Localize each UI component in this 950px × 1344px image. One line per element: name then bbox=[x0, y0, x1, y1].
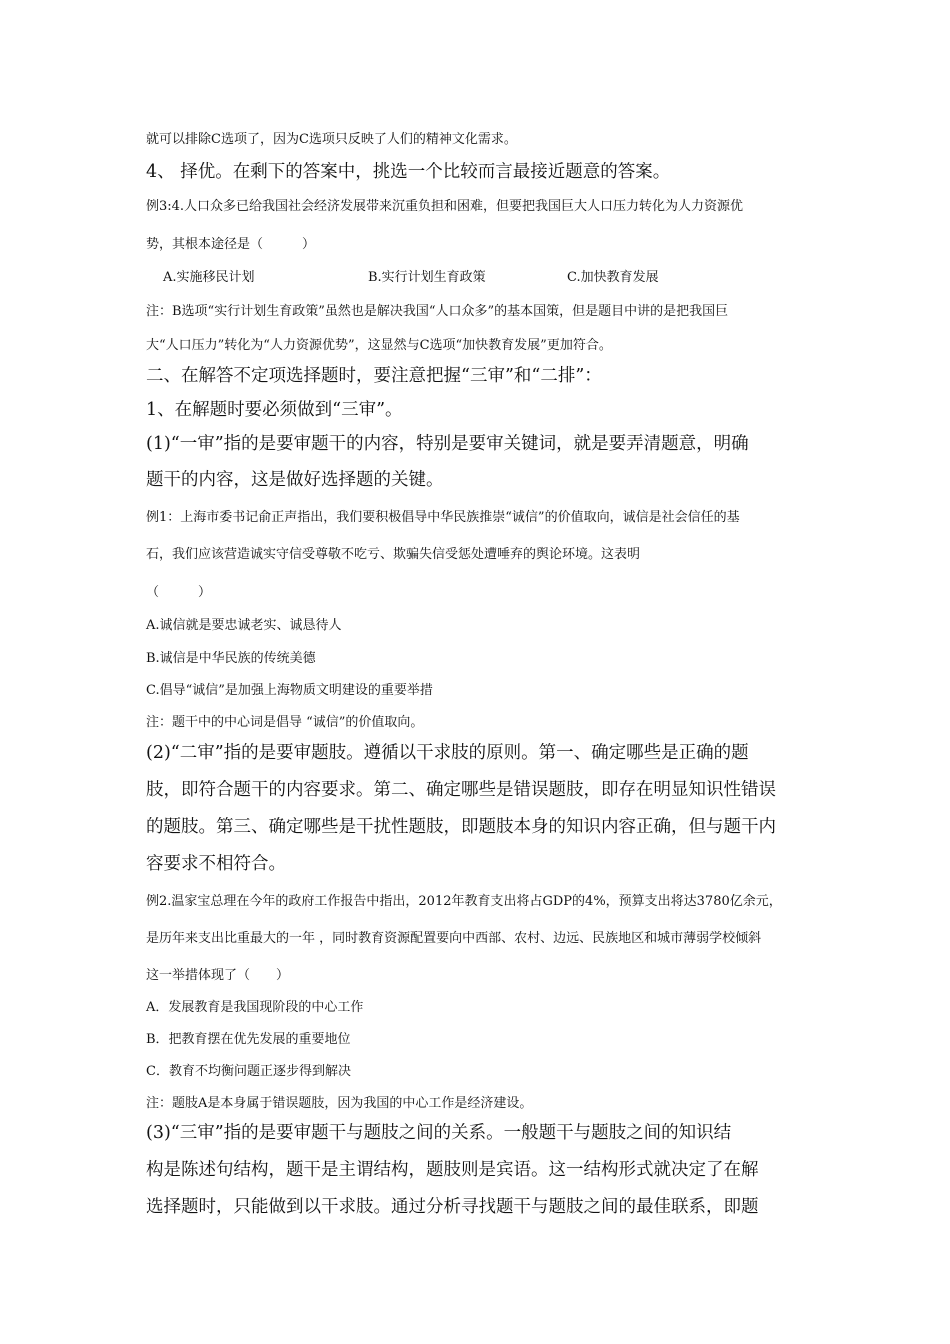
text-line: 就可以排除C选项了，因为C选项只反映了人们的精神文化需求。 bbox=[146, 132, 517, 147]
paragraph-line: (2)“二审”指的是要审题肢。遵循以干求肢的原则。第一、确定哪些是正确的题 bbox=[146, 743, 749, 763]
paragraph-line: 容要求不相符合。 bbox=[146, 854, 286, 874]
paragraph-line: 构是陈述句结构，题干是主谓结构，题肢则是宾语。这一结构形式就决定了在解 bbox=[146, 1160, 759, 1180]
paragraph-line: 选择题时，只能做到以干求肢。通过分析寻找题干与题肢之间的最佳联系，即题 bbox=[146, 1197, 759, 1217]
option-c: C．教育不均衡问题正逐步得到解决 bbox=[146, 1064, 351, 1079]
paragraph-line: (3)“三审”指的是要审题干与题肢之间的关系。一般题干与题肢之间的知识结 bbox=[146, 1123, 732, 1143]
paragraph-line: 的题肢。第三、确定哪些是干扰性题肢，即题肢本身的知识内容正确，但与题干内 bbox=[146, 817, 776, 837]
option-a: A．发展教育是我国现阶段的中心工作 bbox=[146, 1000, 364, 1015]
answer-bracket: （ ） bbox=[146, 585, 212, 600]
option-b: B．把教育摆在优先发展的重要地位 bbox=[146, 1032, 351, 1047]
option-c: C.倡导“诚信”是加强上海物质文明建设的重要举措 bbox=[146, 683, 433, 698]
point-heading: 4、 择优。在剩下的答案中，挑选一个比较而言最接近题意的答案。 bbox=[146, 162, 671, 182]
paragraph-line: 肢，即符合题干的内容要求。第二、确定哪些是错误题肢，即存在明显知识性错误 bbox=[146, 780, 776, 800]
example-text: 这一举措体现了（ ） bbox=[146, 968, 290, 983]
note-text: 大“人口压力”转化为“人力资源优势”，这显然与C选项“加快教育发展”更加符合。 bbox=[146, 338, 612, 353]
option-a: A.实施移民计划 bbox=[163, 270, 255, 285]
note-text: 注：B选项“实行计划生育政策”虽然也是解决我国“人口众多”的基本国策，但是题目中讲的是把我国巨 bbox=[146, 304, 729, 319]
example-text: 是历年来支出比重最大的一年 ，同时教育资源配置要向中西部、农村、边远、民族地区和城市薄弱学校倾斜 bbox=[146, 931, 762, 946]
paragraph-line: 题干的内容，这是做好选择题的关键。 bbox=[146, 470, 444, 490]
paragraph-line: (1)“一审”指的是要审题干的内容，特别是要审关键词，就是要弄清题意，明确 bbox=[146, 434, 749, 454]
example-text: 例2.温家宝总理在今年的政府工作报告中指出，2012年教育支出将占GDP的4%，预算支出将达3780亿余元， bbox=[146, 894, 782, 909]
example-text: 石，我们应该营造诚实守信受尊敬不吃亏、欺骗失信受惩处遭唾弃的舆论环境。这表明 bbox=[146, 547, 641, 562]
example-text: 例3:4.人口众多已给我国社会经济发展带来沉重负担和困难，但要把我国巨大人口压力转化为人力资源优 bbox=[146, 199, 744, 214]
section-heading: 二、在解答不定项选择题时，要注意把握“三审”和“二排”： bbox=[146, 366, 602, 386]
option-a: A.诚信就是要忠诚老实、诚恳待人 bbox=[146, 618, 342, 633]
option-b: B.实行计划生育政策 bbox=[368, 270, 486, 285]
option-b: B.诚信是中华民族的传统美德 bbox=[146, 651, 316, 666]
option-c: C.加快教育发展 bbox=[567, 270, 659, 285]
note-text: 注：题干中的中心词是倡导 “诚信”的价值取向。 bbox=[146, 715, 424, 730]
example-text: 势，其根本途径是（ ） bbox=[146, 237, 316, 252]
note-text: 注：题肢A是本身属于错误题肢，因为我国的中心工作是经济建设。 bbox=[146, 1096, 533, 1111]
example-text: 例1：上海市委书记俞正声指出，我们要积极倡导中华民族推崇“诚信”的价值取向，诚信是社会信任的基 bbox=[146, 510, 740, 525]
subsection-heading: 1、在解题时要必须做到“三审”。 bbox=[146, 400, 403, 420]
